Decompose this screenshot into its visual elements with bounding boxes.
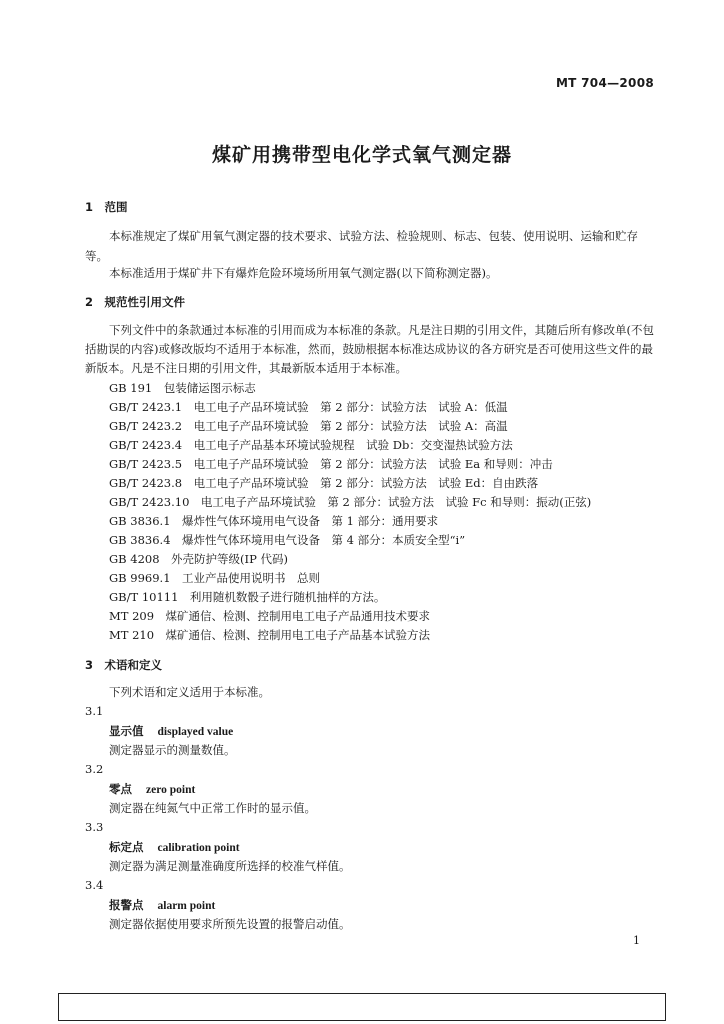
reference-item: GB 4208 外壳防护等级(IP 代码) bbox=[109, 552, 288, 566]
term-english: calibration point bbox=[157, 842, 240, 854]
reference-item: GB/T 2423.8 电工电子产品环境试验 第 2 部分：试验方法 试验 Ed：自由跌落 bbox=[109, 476, 539, 490]
term-number: 3.3 bbox=[85, 820, 104, 834]
reference-item: GB/T 2423.10 电工电子产品环境试验 第 2 部分：试验方法 试验 Fc 和导则：振动(正弦) bbox=[109, 495, 592, 509]
reference-item: GB/T 2423.5 电工电子产品环境试验 第 2 部分：试验方法 试验 Ea 和导则：冲击 bbox=[109, 457, 553, 471]
term-number: 3.1 bbox=[85, 704, 104, 718]
term-definition: 测定器在纯氮气中正常工作时的显示值。 bbox=[109, 801, 316, 815]
reference-item: GB/T 10111 利用随机数骰子进行随机抽样的方法。 bbox=[109, 590, 386, 604]
section-1-paragraph-2: 本标准适用于煤矿井下有爆炸危险环境场所用氧气测定器(以下简称测定器)。 bbox=[109, 266, 498, 280]
term-title bbox=[109, 840, 240, 855]
page-number: 1 bbox=[633, 934, 640, 947]
term-english: zero point bbox=[146, 784, 196, 796]
section-3-heading: 3 术语和定义 bbox=[85, 658, 163, 672]
reference-item: MT 209 煤矿通信、检测、控制用电工电子产品通用技术要求 bbox=[109, 609, 431, 623]
term-definition: 测定器为满足测量准确度所选择的校准气样值。 bbox=[109, 859, 351, 873]
section-2-heading: 2 规范性引用文件 bbox=[85, 295, 186, 309]
term-title bbox=[109, 898, 215, 913]
reference-item: GB/T 2423.2 电工电子产品环境试验 第 2 部分：试验方法 试验 A：高温 bbox=[109, 419, 508, 433]
reference-item: GB 3836.1 爆炸性气体环境用电气设备 第 1 部分：通用要求 bbox=[109, 514, 439, 528]
document-title: 煤矿用携带型电化学式氧气测定器 bbox=[211, 144, 512, 166]
reference-item: GB/T 2423.4 电工电子产品基本环境试验规程 试验 Db：交变湿热试验方法 bbox=[109, 438, 513, 452]
section-1-paragraph-1: 本标准规定了煤矿用氧气测定器的技术要求、试验方法、检验规则、标志、包装、使用说明、运输和贮存等。 bbox=[85, 229, 638, 263]
term-definition: 测定器显示的测量数值。 bbox=[109, 743, 236, 757]
term-chinese: 显示值 bbox=[109, 724, 144, 738]
term-title bbox=[109, 724, 233, 739]
reference-item: GB 3836.4 爆炸性气体环境用电气设备 第 4 部分：本质安全型“i” bbox=[109, 533, 466, 547]
term-chinese: 零点 bbox=[109, 782, 132, 796]
section-2-paragraph-1: 下列文件中的条款通过本标准的引用而成为本标准的条款。凡是注日期的引用文件，其随后所有修改单(不包括勘误的内容)或修改版均不适用于本标准，然而，鼓励根据本标准达成协议的各方研究是否可使用这些文件的最新版本。凡是不注日期的引用文件，其最新版本适用于本标准。 bbox=[85, 323, 654, 375]
reference-item: GB/T 2423.1 电工电子产品环境试验 第 2 部分：试验方法 试验 A：低温 bbox=[109, 400, 508, 414]
reference-item: GB 191 包装储运图示标志 bbox=[109, 381, 256, 395]
term-number: 3.2 bbox=[85, 762, 104, 776]
footer-box bbox=[58, 993, 666, 1021]
term-title bbox=[109, 782, 195, 797]
reference-item: GB 9969.1 工业产品使用说明书 总则 bbox=[109, 571, 321, 585]
term-number: 3.4 bbox=[85, 878, 104, 892]
term-chinese: 报警点 bbox=[109, 898, 144, 912]
term-english: displayed value bbox=[157, 726, 234, 738]
section-3-intro: 下列术语和定义适用于本标准。 bbox=[109, 685, 270, 699]
term-english: alarm point bbox=[157, 900, 216, 912]
term-definition: 测定器依据使用要求所预先设置的报警启动值。 bbox=[109, 917, 351, 931]
section-1-heading: 1 范围 bbox=[85, 200, 128, 214]
standard-code: MT 704—2008 bbox=[555, 76, 654, 90]
reference-item: MT 210 煤矿通信、检测、控制用电工电子产品基本试验方法 bbox=[109, 628, 431, 642]
term-chinese: 标定点 bbox=[109, 840, 144, 854]
